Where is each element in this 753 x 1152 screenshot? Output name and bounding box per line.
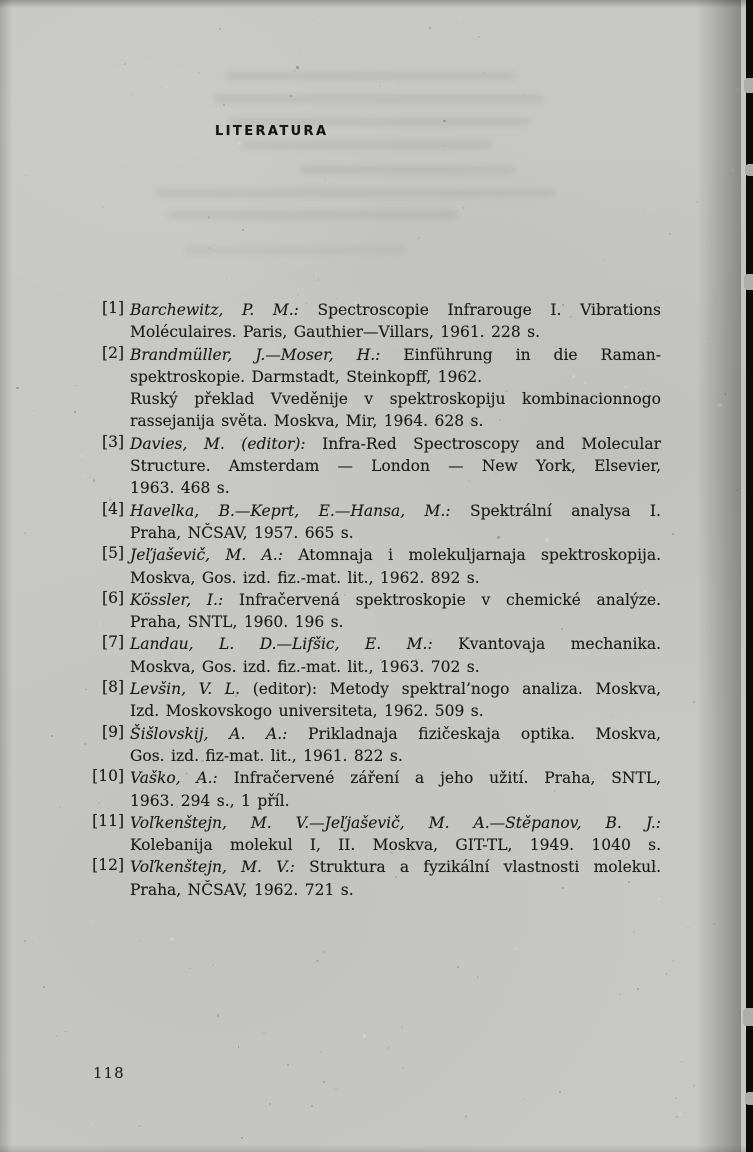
speck-dot [212, 964, 214, 966]
speck-dot [510, 441, 512, 443]
author-names: Jeľjaševič, M. A.: [130, 546, 283, 565]
author-names: Šišlovskij, A. A.: [130, 724, 288, 743]
speck-dot [341, 121, 342, 122]
scan-edge-left [0, 0, 12, 1152]
speck-dot [503, 863, 504, 864]
speck-dot [666, 973, 667, 974]
speck-dot [65, 1031, 66, 1032]
reference-line [130, 700, 661, 722]
author-names: Barchewitz, P. M.: [130, 301, 299, 319]
speck-dot [514, 827, 516, 829]
speck-dot [418, 237, 420, 239]
speck-dot [217, 1014, 219, 1016]
reference-line [130, 500, 661, 522]
reference-line [130, 567, 661, 589]
speck-dot [99, 623, 101, 625]
speck-dot [554, 790, 555, 791]
speck-dot [16, 387, 18, 389]
showthrough-smudge [185, 246, 405, 254]
speck-dot [93, 479, 95, 481]
speck-dot [124, 63, 126, 65]
author-names: Levšin, V. L. [130, 680, 241, 699]
scan-edge-bottom [0, 1145, 747, 1152]
speck-dot [468, 860, 470, 862]
speck-dot [430, 639, 431, 640]
speck-dot [287, 1064, 289, 1066]
page-edge-bump [743, 1008, 753, 1026]
reference-entry [92, 856, 661, 901]
speck-dot [235, 695, 237, 697]
speck-dot [395, 876, 397, 878]
speck-dot [318, 279, 320, 281]
reference-text: Prikladnaja fizičeskaja optika. Moskva, [287, 724, 661, 743]
author-names: Vaško, A.: [130, 769, 218, 788]
page-edge-bump [745, 1092, 753, 1105]
reference-text: rassejanija světa. Moskva, Mir, 1964. 628 s. [130, 412, 484, 431]
showthrough-smudge [168, 211, 458, 219]
reference-label: [11] [92, 811, 124, 830]
reference-line [130, 544, 661, 566]
reference-entry [102, 633, 662, 678]
author-names: Landau, L. D.—Lifšic, E. M.: [130, 635, 433, 654]
reference-line [130, 678, 661, 700]
speck-dot [457, 966, 459, 968]
speck-dot [681, 1061, 682, 1062]
reference-line [130, 299, 661, 321]
reference-entry [102, 432, 661, 500]
speck-dot [98, 802, 100, 804]
speck-dot [465, 1115, 467, 1117]
speck-dot [311, 1105, 313, 1107]
reference-line [130, 455, 661, 477]
speck-dot [672, 960, 674, 962]
speck-dot [56, 1035, 58, 1037]
speck-dot [120, 727, 121, 728]
speck-dot [611, 715, 612, 716]
speck-dot [199, 785, 201, 787]
reference-line [130, 812, 661, 834]
showthrough-smudge [213, 95, 543, 103]
speck-dot [402, 1067, 404, 1069]
reference-entry [102, 678, 661, 723]
speck-dot [647, 209, 650, 212]
scan-edge-top [0, 0, 747, 8]
speck-dot [523, 1098, 525, 1100]
speck-dot [84, 743, 86, 745]
author-names: Voľkenštejn, M. V.—Jeľjaševič, M. A.—Stěpanov, B. J.: [130, 813, 661, 832]
speck-dot [242, 229, 244, 231]
speck-dot [84, 476, 86, 478]
speck-dot [74, 411, 77, 414]
reference-label: [2] [102, 343, 124, 362]
speck-dot [323, 603, 325, 605]
reference-label: [9] [102, 722, 124, 741]
author-names: Brandmüller, J.—Moser, H.: [130, 345, 381, 364]
speck-dot [39, 937, 41, 939]
speck-dot [545, 538, 549, 542]
speck-dot [269, 33, 272, 36]
speck-dot [380, 659, 382, 661]
speck-dot [577, 638, 579, 640]
reference-line [130, 790, 661, 812]
reference-line [130, 388, 661, 410]
reference-entry [102, 544, 661, 589]
speck-dot [628, 881, 630, 883]
reference-text: Infračervené záření a jeho užití. Praha, SNTL, [217, 769, 661, 788]
speck-dot [131, 94, 132, 95]
speck-dot [693, 1085, 695, 1087]
speck-dot [201, 760, 204, 763]
speck-dot [550, 606, 553, 609]
speck-dot [91, 1124, 94, 1127]
page-title: LITERATURA [215, 124, 329, 139]
speck-dot [43, 986, 45, 988]
reference-label: [6] [102, 588, 124, 607]
author-names: Voľkenštejn, M. V.: [130, 858, 295, 877]
speck-dot [139, 521, 140, 522]
reference-list [92, 299, 662, 901]
speck-dot [170, 938, 174, 942]
reference-text: Structure. Amsterdam — London — New York, Elsevier, [130, 457, 661, 476]
speck-dot [644, 590, 646, 592]
speck-dot [138, 1125, 141, 1128]
speck-dot [185, 772, 188, 775]
speck-dot [109, 498, 111, 500]
page-edge-bump [744, 78, 753, 93]
speck-dot [693, 701, 696, 704]
author-names: Havelka, B.—Keprt, E.—Hansa, M.: [130, 501, 451, 520]
speck-dot [219, 28, 221, 30]
speck-dot [313, 274, 315, 276]
reference-text: Spectroscopie Infrarouge I. Vibrations [298, 301, 661, 319]
speck-dot [617, 775, 620, 778]
reference-entry [92, 811, 661, 857]
reference-line [130, 477, 661, 499]
speck-dot [514, 948, 517, 951]
reference-line [130, 321, 661, 343]
speck-dot [379, 85, 381, 87]
speck-dot [463, 207, 464, 208]
speck-dot [388, 1047, 390, 1049]
reference-line [130, 433, 661, 455]
reference-line [130, 723, 661, 745]
showthrough-smudge [242, 141, 492, 149]
reference-line [130, 656, 661, 678]
speck-dot [59, 806, 61, 808]
speck-dot [359, 686, 361, 688]
speck-dot [126, 199, 128, 201]
speck-dot [226, 277, 228, 279]
speck-dot [672, 533, 674, 535]
reference-line [130, 589, 661, 611]
reference-text: Moskva, Gos. izd. fiz.-mat. lit., 1963. 702 s. [130, 657, 480, 676]
speck-dot [317, 582, 319, 584]
reference-text: Praha, SNTL, 1960. 196 s. [130, 613, 344, 632]
reference-entry [102, 722, 661, 768]
reference-label: [3] [102, 432, 124, 451]
speck-dot [300, 50, 302, 52]
reference-text: Gos. izd. fiz-mat. lit., 1961. 822 s. [130, 746, 403, 765]
scan-edge-right-shadow [697, 0, 741, 1152]
speck-dot [296, 66, 299, 69]
reference-text: Praha, NČSAV, 1957. 665 s. [130, 523, 354, 542]
reference-label: [4] [102, 499, 124, 518]
speck-dot [637, 988, 639, 990]
showthrough-smudge [225, 72, 515, 80]
speck-dot [66, 696, 68, 698]
reference-line [130, 366, 661, 388]
speck-dot [658, 898, 660, 900]
reference-line [130, 522, 661, 544]
reference-label: [8] [102, 678, 124, 697]
reference-text: Moléculaires. Paris, Gauthier—Villars, 1961. 228 s. [130, 323, 540, 342]
reference-label: [12] [92, 856, 124, 875]
speck-dot [102, 206, 104, 208]
reference-text: Einführung in die Raman- [380, 345, 661, 364]
speck-dot [240, 439, 242, 441]
speck-dot [669, 233, 671, 235]
speck-dot [234, 479, 236, 481]
author-names: Davies, M. (editor): [130, 434, 306, 453]
speck-dot [24, 940, 26, 942]
speck-dot [85, 689, 87, 691]
speck-dot [633, 931, 635, 933]
reference-text: Atomnaja i molekuljarnaja spektroskopija. [282, 546, 661, 565]
reference-line [130, 410, 661, 432]
speck-dot [313, 20, 315, 22]
speck-dot [562, 304, 564, 306]
speck-dot [30, 782, 32, 784]
page-edge-bump [744, 274, 753, 290]
speck-dot [468, 480, 470, 482]
speck-dot [472, 40, 474, 42]
reference-text: Moskva, Gos. izd. fiz.-mat. lit., 1962. 892 s. [130, 568, 480, 587]
speck-dot [238, 142, 241, 145]
speck-dot [619, 993, 621, 995]
reference-label: [5] [102, 544, 124, 563]
speck-dot [51, 735, 53, 737]
speck-dot [570, 316, 572, 318]
speck-dot [390, 852, 393, 855]
speck-dot [210, 506, 213, 509]
speck-dot [24, 532, 26, 534]
reference-line [130, 611, 661, 633]
reference-text: Infračervená spektroskopie v chemické analýze. [223, 590, 661, 609]
reference-line [130, 633, 661, 655]
reference-text: Kvantovaja mechanika. [432, 635, 662, 654]
speck-dot [198, 72, 200, 74]
reference-entry [102, 299, 661, 344]
speck-dot [604, 774, 607, 777]
speck-dot [459, 16, 461, 18]
speck-dot [604, 260, 605, 261]
speck-dot [263, 1032, 265, 1034]
speck-dot [297, 294, 299, 296]
reference-text: Infra-Red Spectroscopy and Molecular [305, 434, 661, 453]
showthrough-smudge [300, 166, 515, 174]
reference-entry [102, 343, 661, 433]
reference-text: 1963. 294 s., 1 příl. [130, 791, 290, 810]
speck-dot [316, 960, 319, 963]
reference-line [130, 767, 661, 789]
reference-text: Kolebanija molekul I, II. Moskva, GIT-TL, 1949. 1040 s. [130, 836, 661, 855]
speck-dot [401, 1026, 403, 1028]
speck-dot [325, 178, 327, 180]
showthrough-smudge [155, 189, 555, 197]
speck-dot [269, 1103, 271, 1105]
speck-dot [559, 1091, 561, 1093]
speck-dot [363, 1034, 366, 1037]
speck-dot [323, 951, 325, 953]
reference-text: Ruský překlad Vveděnije v spektroskopiju kombinacionnogo [130, 390, 661, 409]
author-names: Kössler, I.: [130, 590, 224, 609]
speck-dot [119, 1073, 120, 1074]
speck-dot [572, 375, 575, 378]
reference-text: Spektrální analysa I. [450, 501, 661, 520]
reference-label: [10] [92, 767, 124, 786]
speck-dot [189, 968, 190, 969]
speck-dot [176, 806, 178, 808]
speck-dot [241, 1137, 243, 1139]
speck-dot [482, 908, 484, 910]
page-number: 118 [93, 1064, 125, 1082]
speck-dot [497, 536, 499, 538]
reference-text: (editor): Metody spektral’nogo analiza. Moskva, [240, 680, 661, 699]
speck-dot [238, 1046, 240, 1048]
speck-dot [33, 410, 34, 411]
speck-dot [139, 940, 140, 941]
speck-dot [443, 150, 445, 152]
speck-dot [687, 927, 688, 928]
speck-dot [625, 11, 626, 12]
speck-dot [290, 95, 292, 97]
speck-dot [625, 857, 626, 858]
speck-dot [320, 1051, 322, 1053]
speck-dot [90, 921, 92, 923]
speck-dot [223, 104, 225, 106]
speck-dot [569, 737, 571, 739]
speck-dot [335, 1088, 337, 1090]
speck-dot [142, 417, 146, 421]
speck-dot [558, 1011, 560, 1013]
speck-dot [80, 455, 83, 458]
reference-line [130, 879, 661, 901]
reference-text: Praha, NČSAV, 1962. 721 s. [130, 880, 354, 899]
speck-dot [323, 1081, 325, 1083]
speck-dot [25, 175, 26, 176]
reference-label: [7] [102, 633, 124, 652]
speck-dot [75, 385, 76, 386]
speck-dot [477, 976, 478, 977]
reference-text: Struktura a fyzikální vlastnosti molekul. [294, 858, 661, 877]
speck-dot [675, 1097, 677, 1099]
reference-line [130, 344, 661, 366]
reference-text: 1963. 468 s. [130, 479, 230, 498]
reference-line [130, 834, 661, 856]
reference-entry [92, 767, 661, 812]
reference-label: [1] [102, 299, 124, 317]
speck-dot [478, 36, 480, 38]
speck-dot [166, 87, 168, 89]
speck-dot [676, 1116, 678, 1118]
reference-line [130, 745, 661, 767]
reference-text: Izd. Moskovskogo universiteta, 1962. 509 s. [130, 702, 484, 721]
speck-dot [354, 301, 358, 305]
speck-dot [443, 120, 445, 122]
reference-text: spektroskopie. Darmstadt, Steinkopff, 1962. [130, 367, 482, 386]
reference-entry [102, 588, 661, 634]
speck-dot [397, 350, 398, 351]
speck-dot [679, 1112, 683, 1116]
speck-dot [429, 27, 431, 29]
page-edge-bump [745, 164, 753, 176]
